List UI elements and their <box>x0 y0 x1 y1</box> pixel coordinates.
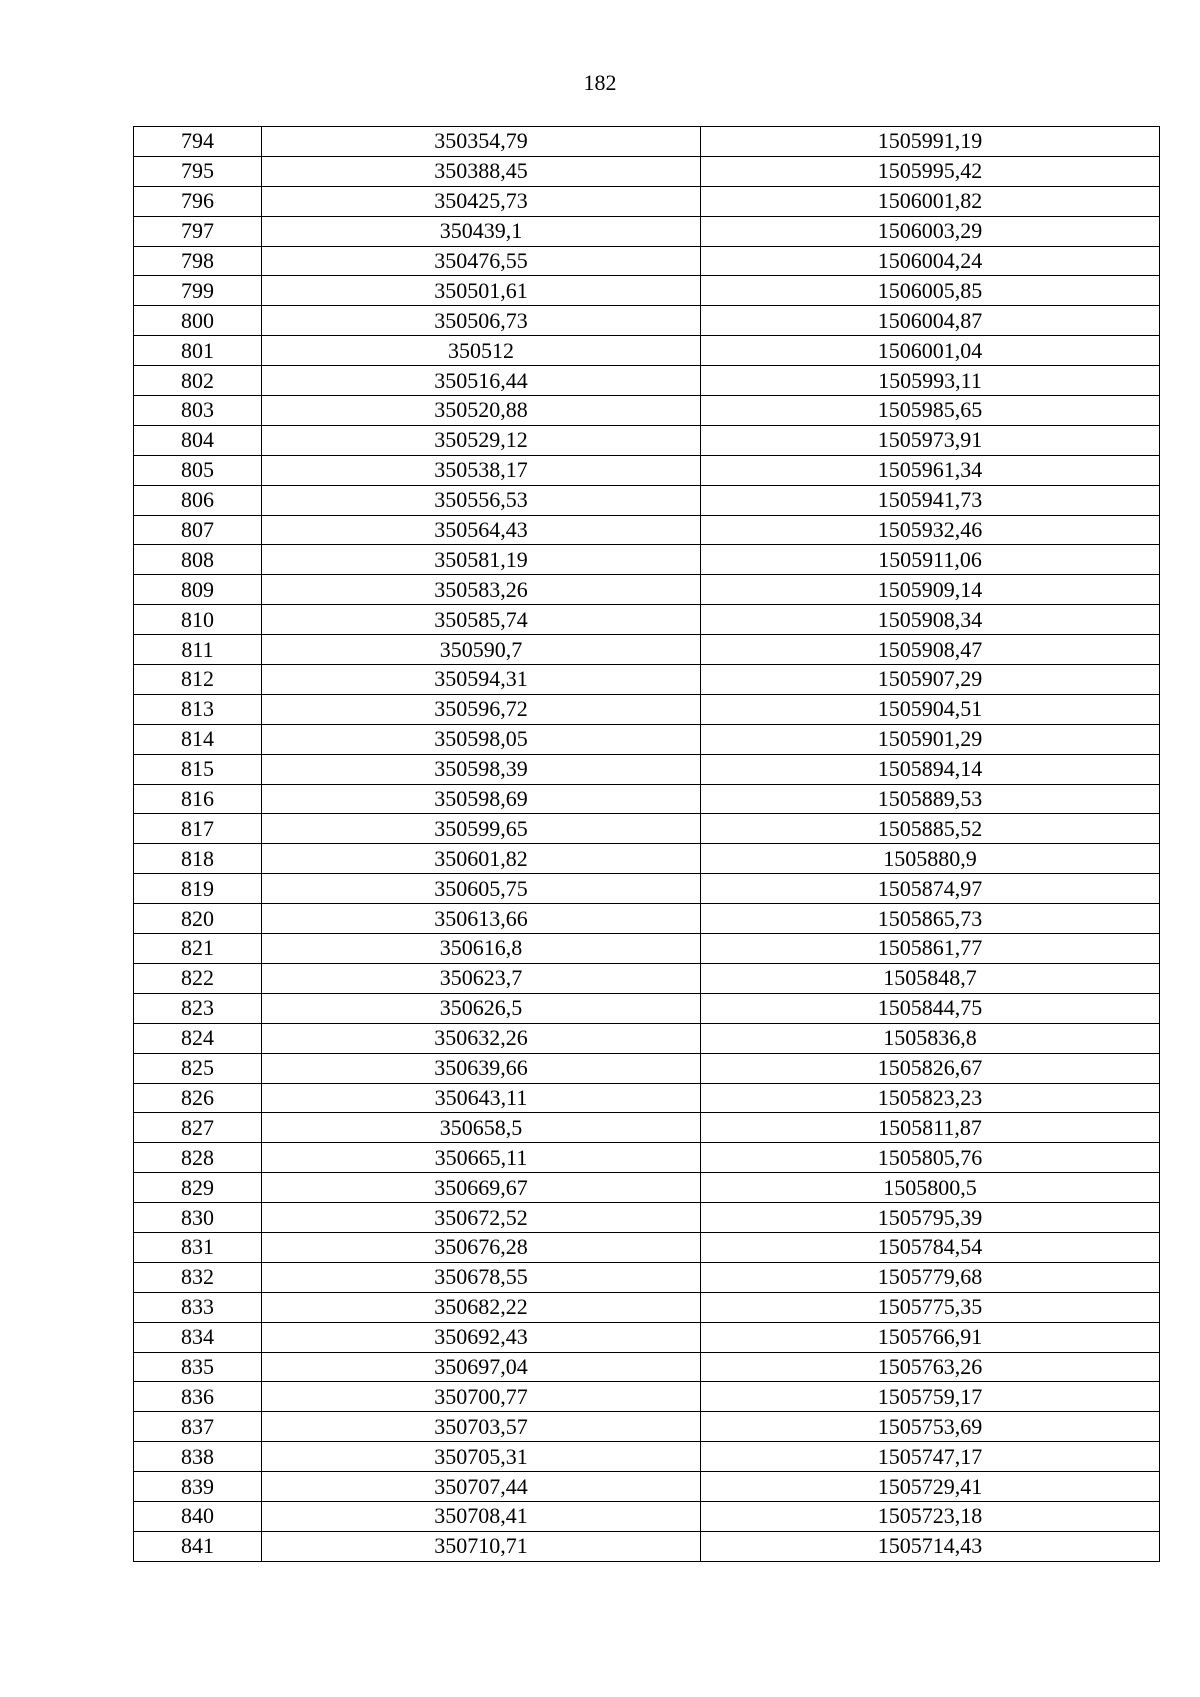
y-coordinate-cell: 1505779,68 <box>701 1262 1160 1292</box>
x-coordinate-cell: 350529,12 <box>262 425 701 455</box>
x-coordinate-cell: 350439,1 <box>262 216 701 246</box>
x-coordinate-cell: 350564,43 <box>262 515 701 545</box>
y-coordinate-cell: 1505723,18 <box>701 1501 1160 1531</box>
table-row <box>134 904 1160 934</box>
table-row <box>134 1442 1160 1472</box>
table-row <box>134 1083 1160 1113</box>
table-row <box>134 1113 1160 1143</box>
point-number-cell: 835 <box>134 1352 262 1382</box>
point-number-cell: 796 <box>134 186 262 216</box>
point-number-cell: 798 <box>134 246 262 276</box>
table-row <box>134 784 1160 814</box>
table-row <box>134 366 1160 396</box>
y-coordinate-cell: 1505805,76 <box>701 1143 1160 1173</box>
y-coordinate-cell: 1505848,7 <box>701 963 1160 993</box>
coordinates-table <box>133 126 1160 1562</box>
point-number-cell: 801 <box>134 336 262 366</box>
x-coordinate-cell: 350678,55 <box>262 1262 701 1292</box>
x-coordinate-cell: 350692,43 <box>262 1322 701 1352</box>
table-row <box>134 1382 1160 1412</box>
point-number-cell: 805 <box>134 455 262 485</box>
x-coordinate-cell: 350616,8 <box>262 934 701 964</box>
table-row <box>134 605 1160 635</box>
point-number-cell: 833 <box>134 1292 262 1322</box>
table-row <box>134 665 1160 695</box>
y-coordinate-cell: 1505901,29 <box>701 724 1160 754</box>
y-coordinate-cell: 1505784,54 <box>701 1232 1160 1262</box>
x-coordinate-cell: 350516,44 <box>262 366 701 396</box>
table-row <box>134 455 1160 485</box>
y-coordinate-cell: 1505911,06 <box>701 545 1160 575</box>
point-number-cell: 827 <box>134 1113 262 1143</box>
y-coordinate-cell: 1505747,17 <box>701 1442 1160 1472</box>
table-row <box>134 1173 1160 1203</box>
table-row <box>134 246 1160 276</box>
point-number-cell: 820 <box>134 904 262 934</box>
y-coordinate-cell: 1505909,14 <box>701 575 1160 605</box>
y-coordinate-cell: 1505753,69 <box>701 1412 1160 1442</box>
table-row <box>134 425 1160 455</box>
x-coordinate-cell: 350594,31 <box>262 665 701 695</box>
x-coordinate-cell: 350354,79 <box>262 127 701 157</box>
point-number-cell: 811 <box>134 635 262 665</box>
y-coordinate-cell: 1505763,26 <box>701 1352 1160 1382</box>
x-coordinate-cell: 350605,75 <box>262 874 701 904</box>
y-coordinate-cell: 1506005,85 <box>701 276 1160 306</box>
x-coordinate-cell: 350626,5 <box>262 993 701 1023</box>
point-number-cell: 818 <box>134 844 262 874</box>
y-coordinate-cell: 1505932,46 <box>701 515 1160 545</box>
x-coordinate-cell: 350682,22 <box>262 1292 701 1322</box>
point-number-cell: 800 <box>134 306 262 336</box>
table-row <box>134 724 1160 754</box>
coordinates-table-body <box>134 127 1160 1562</box>
y-coordinate-cell: 1505800,5 <box>701 1173 1160 1203</box>
point-number-cell: 795 <box>134 156 262 186</box>
y-coordinate-cell: 1505894,14 <box>701 754 1160 784</box>
x-coordinate-cell: 350585,74 <box>262 605 701 635</box>
x-coordinate-cell: 350672,52 <box>262 1203 701 1233</box>
x-coordinate-cell: 350583,26 <box>262 575 701 605</box>
y-coordinate-cell: 1506001,04 <box>701 336 1160 366</box>
table-row <box>134 1322 1160 1352</box>
y-coordinate-cell: 1505941,73 <box>701 485 1160 515</box>
y-coordinate-cell: 1505908,34 <box>701 605 1160 635</box>
x-coordinate-cell: 350703,57 <box>262 1412 701 1442</box>
table-row <box>134 1053 1160 1083</box>
point-number-cell: 823 <box>134 993 262 1023</box>
point-number-cell: 831 <box>134 1232 262 1262</box>
x-coordinate-cell: 350658,5 <box>262 1113 701 1143</box>
table-row <box>134 216 1160 246</box>
x-coordinate-cell: 350705,31 <box>262 1442 701 1472</box>
table-row <box>134 545 1160 575</box>
table-row <box>134 1292 1160 1322</box>
y-coordinate-cell: 1505961,34 <box>701 455 1160 485</box>
point-number-cell: 806 <box>134 485 262 515</box>
point-number-cell: 828 <box>134 1143 262 1173</box>
y-coordinate-cell: 1505885,52 <box>701 814 1160 844</box>
y-coordinate-cell: 1505795,39 <box>701 1203 1160 1233</box>
page-number: 182 <box>583 70 617 95</box>
point-number-cell: 839 <box>134 1472 262 1502</box>
x-coordinate-cell: 350676,28 <box>262 1232 701 1262</box>
y-coordinate-cell: 1505729,41 <box>701 1472 1160 1502</box>
x-coordinate-cell: 350601,82 <box>262 844 701 874</box>
point-number-cell: 838 <box>134 1442 262 1472</box>
table-row <box>134 1203 1160 1233</box>
y-coordinate-cell: 1505880,9 <box>701 844 1160 874</box>
y-coordinate-cell: 1505985,65 <box>701 396 1160 426</box>
y-coordinate-cell: 1505766,91 <box>701 1322 1160 1352</box>
x-coordinate-cell: 350598,39 <box>262 754 701 784</box>
point-number-cell: 807 <box>134 515 262 545</box>
y-coordinate-cell: 1505991,19 <box>701 127 1160 157</box>
x-coordinate-cell: 350665,11 <box>262 1143 701 1173</box>
table-row <box>134 1023 1160 1053</box>
point-number-cell: 819 <box>134 874 262 904</box>
point-number-cell: 825 <box>134 1053 262 1083</box>
y-coordinate-cell: 1505775,35 <box>701 1292 1160 1322</box>
x-coordinate-cell: 350506,73 <box>262 306 701 336</box>
point-number-cell: 834 <box>134 1322 262 1352</box>
table-row <box>134 874 1160 904</box>
point-number-cell: 832 <box>134 1262 262 1292</box>
x-coordinate-cell: 350476,55 <box>262 246 701 276</box>
point-number-cell: 817 <box>134 814 262 844</box>
x-coordinate-cell: 350643,11 <box>262 1083 701 1113</box>
point-number-cell: 797 <box>134 216 262 246</box>
point-number-cell: 840 <box>134 1501 262 1531</box>
point-number-cell: 821 <box>134 934 262 964</box>
x-coordinate-cell: 350632,26 <box>262 1023 701 1053</box>
y-coordinate-cell: 1505874,97 <box>701 874 1160 904</box>
x-coordinate-cell: 350700,77 <box>262 1382 701 1412</box>
x-coordinate-cell: 350388,45 <box>262 156 701 186</box>
y-coordinate-cell: 1505973,91 <box>701 425 1160 455</box>
x-coordinate-cell: 350710,71 <box>262 1531 701 1561</box>
table-row <box>134 1352 1160 1382</box>
table-row <box>134 485 1160 515</box>
point-number-cell: 812 <box>134 665 262 695</box>
x-coordinate-cell: 350598,05 <box>262 724 701 754</box>
x-coordinate-cell: 350598,69 <box>262 784 701 814</box>
table-row <box>134 1262 1160 1292</box>
point-number-cell: 824 <box>134 1023 262 1053</box>
point-number-cell: 822 <box>134 963 262 993</box>
x-coordinate-cell: 350501,61 <box>262 276 701 306</box>
point-number-cell: 804 <box>134 425 262 455</box>
point-number-cell: 813 <box>134 694 262 724</box>
x-coordinate-cell: 350707,44 <box>262 1472 701 1502</box>
table-row <box>134 993 1160 1023</box>
point-number-cell: 836 <box>134 1382 262 1412</box>
y-coordinate-cell: 1505904,51 <box>701 694 1160 724</box>
x-coordinate-cell: 350613,66 <box>262 904 701 934</box>
y-coordinate-cell: 1505826,67 <box>701 1053 1160 1083</box>
x-coordinate-cell: 350538,17 <box>262 455 701 485</box>
y-coordinate-cell: 1505714,43 <box>701 1531 1160 1561</box>
point-number-cell: 809 <box>134 575 262 605</box>
point-number-cell: 837 <box>134 1412 262 1442</box>
point-number-cell: 814 <box>134 724 262 754</box>
y-coordinate-cell: 1506001,82 <box>701 186 1160 216</box>
point-number-cell: 841 <box>134 1531 262 1561</box>
x-coordinate-cell: 350697,04 <box>262 1352 701 1382</box>
y-coordinate-cell: 1506003,29 <box>701 216 1160 246</box>
point-number-cell: 794 <box>134 127 262 157</box>
table-row <box>134 1412 1160 1442</box>
y-coordinate-cell: 1505995,42 <box>701 156 1160 186</box>
table-row <box>134 844 1160 874</box>
y-coordinate-cell: 1505908,47 <box>701 635 1160 665</box>
x-coordinate-cell: 350639,66 <box>262 1053 701 1083</box>
x-coordinate-cell: 350623,7 <box>262 963 701 993</box>
point-number-cell: 830 <box>134 1203 262 1233</box>
table-row <box>134 336 1160 366</box>
table-row <box>134 1501 1160 1531</box>
y-coordinate-cell: 1505907,29 <box>701 665 1160 695</box>
x-coordinate-cell: 350708,41 <box>262 1501 701 1531</box>
y-coordinate-cell: 1505889,53 <box>701 784 1160 814</box>
table-row <box>134 635 1160 665</box>
table-row <box>134 186 1160 216</box>
table-row <box>134 1472 1160 1502</box>
table-row <box>134 963 1160 993</box>
y-coordinate-cell: 1505861,77 <box>701 934 1160 964</box>
table-row <box>134 1531 1160 1561</box>
point-number-cell: 829 <box>134 1173 262 1203</box>
x-coordinate-cell: 350425,73 <box>262 186 701 216</box>
table-row <box>134 575 1160 605</box>
table-row <box>134 1232 1160 1262</box>
table-row <box>134 754 1160 784</box>
y-coordinate-cell: 1505844,75 <box>701 993 1160 1023</box>
table-row <box>134 156 1160 186</box>
table-row <box>134 694 1160 724</box>
x-coordinate-cell: 350512 <box>262 336 701 366</box>
y-coordinate-cell: 1505759,17 <box>701 1382 1160 1412</box>
y-coordinate-cell: 1505993,11 <box>701 366 1160 396</box>
table-row <box>134 396 1160 426</box>
table-row <box>134 934 1160 964</box>
table-row <box>134 814 1160 844</box>
table-row <box>134 515 1160 545</box>
point-number-cell: 808 <box>134 545 262 575</box>
point-number-cell: 803 <box>134 396 262 426</box>
x-coordinate-cell: 350581,19 <box>262 545 701 575</box>
y-coordinate-cell: 1505836,8 <box>701 1023 1160 1053</box>
table-row <box>134 127 1160 157</box>
point-number-cell: 815 <box>134 754 262 784</box>
table-row <box>134 276 1160 306</box>
x-coordinate-cell: 350599,65 <box>262 814 701 844</box>
x-coordinate-cell: 350520,88 <box>262 396 701 426</box>
point-number-cell: 816 <box>134 784 262 814</box>
point-number-cell: 826 <box>134 1083 262 1113</box>
y-coordinate-cell: 1506004,87 <box>701 306 1160 336</box>
y-coordinate-cell: 1506004,24 <box>701 246 1160 276</box>
x-coordinate-cell: 350590,7 <box>262 635 701 665</box>
point-number-cell: 799 <box>134 276 262 306</box>
x-coordinate-cell: 350556,53 <box>262 485 701 515</box>
point-number-cell: 802 <box>134 366 262 396</box>
x-coordinate-cell: 350596,72 <box>262 694 701 724</box>
y-coordinate-cell: 1505865,73 <box>701 904 1160 934</box>
y-coordinate-cell: 1505823,23 <box>701 1083 1160 1113</box>
table-row <box>134 1143 1160 1173</box>
point-number-cell: 810 <box>134 605 262 635</box>
table-row <box>134 306 1160 336</box>
x-coordinate-cell: 350669,67 <box>262 1173 701 1203</box>
y-coordinate-cell: 1505811,87 <box>701 1113 1160 1143</box>
